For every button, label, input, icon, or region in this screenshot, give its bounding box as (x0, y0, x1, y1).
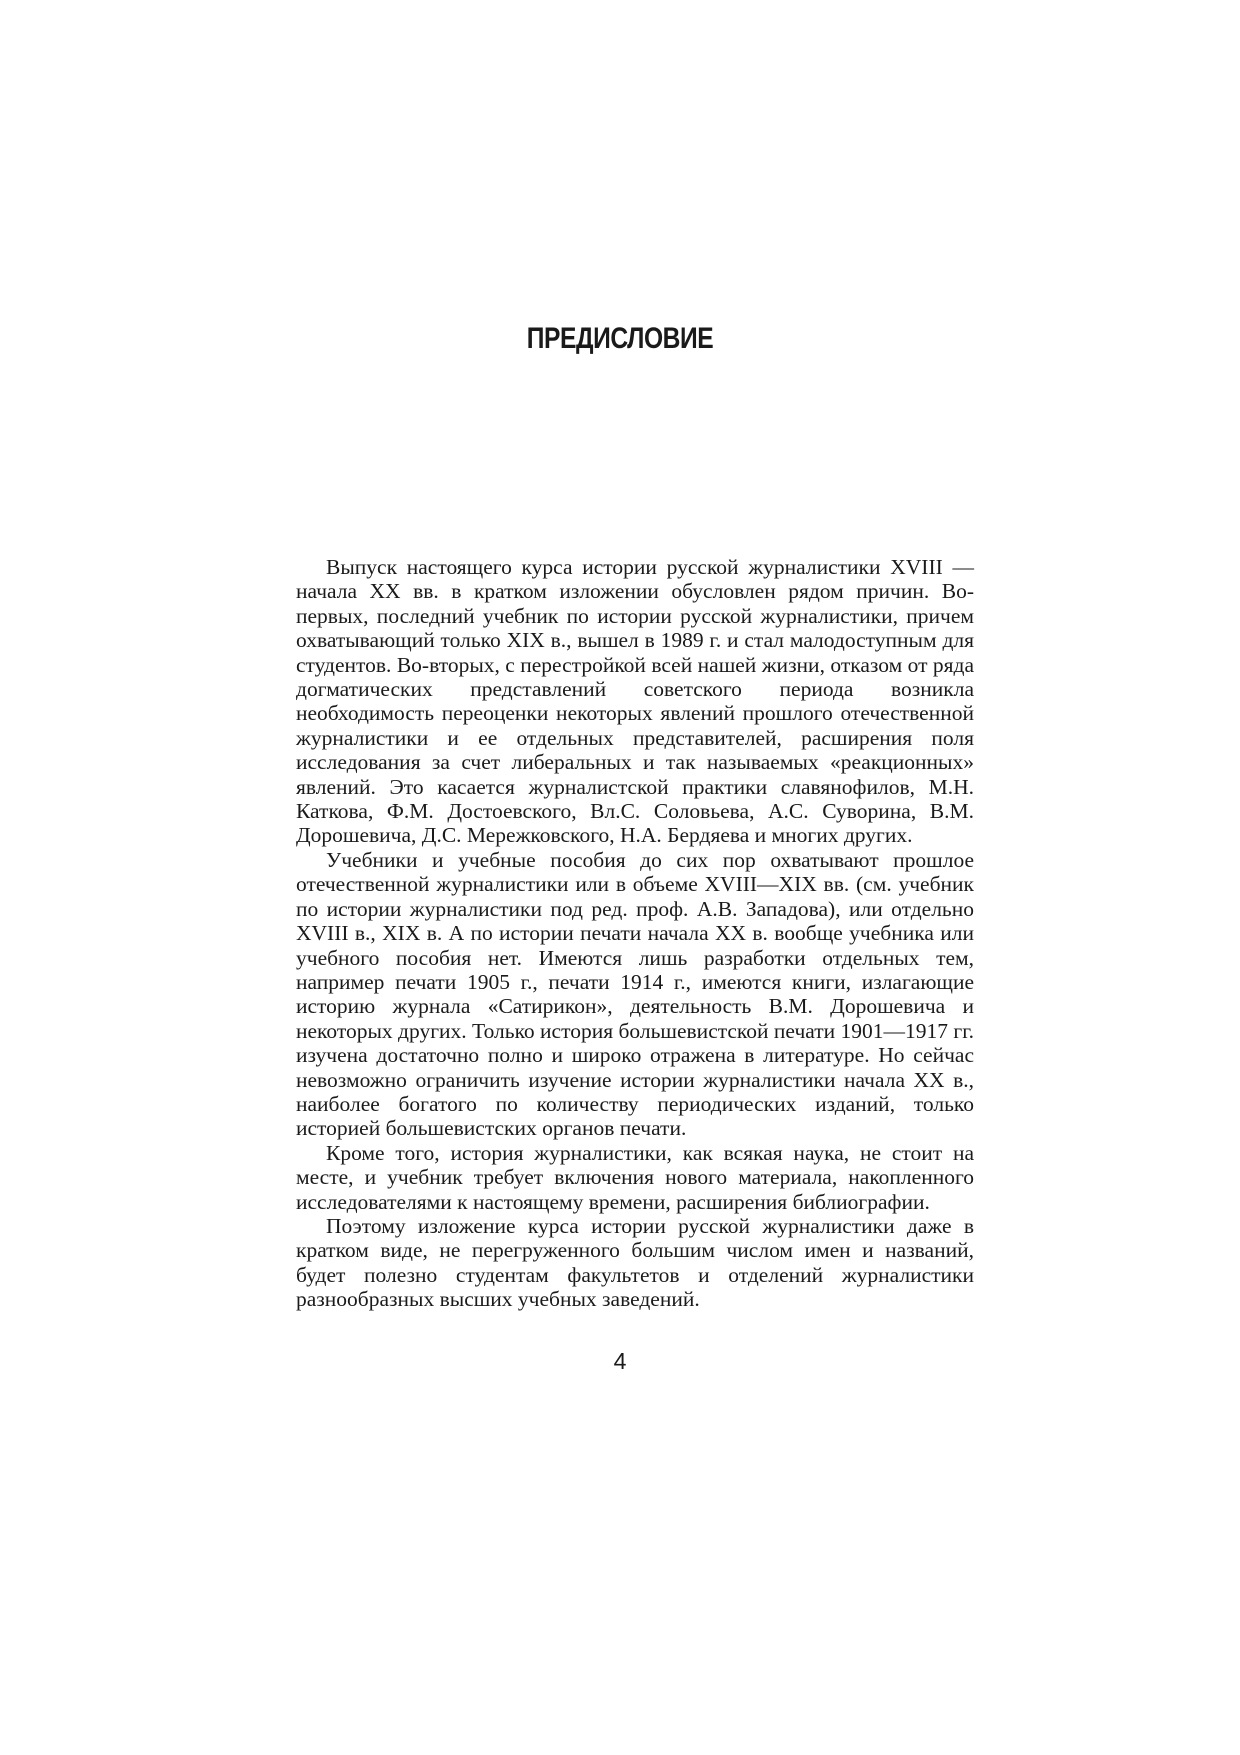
body-text (296, 555, 974, 1312)
paragraph: Поэтому изложение курса истории русской журналистики даже в кратком виде, не перегруженного большим числом имен и названий, будет полезно студентам факультетов и отделений журналистики разнообразных высших учебных заведений. (296, 1213, 974, 1312)
paragraph: Учебники и учебные пособия до сих пор охватывают прошлое отечественной журналистики или в объеме XVIII—XIX вв. (см. учебник по истории журналистики под ред. проф. А.В. Западова), или отдельно XVIII в., XIX в. А по истории печати начала XX в. вообще учебника или учебного пособия нет. Имеются лишь разработки отдельных тем, например печати 1905 г., печати 1914 г., имеются книги, излагающие историю журнала «Сатирикон», деятельность В.М. Дорошевича и некоторых других. Только история большевистской печати 1901—1917 гг. изучена достаточно полно и широко отражена в литературе. Но сейчас невозможно ограничить изучение истории журналистики начала XX в., наиболее богатого по количеству периодических изданий, только историей большевистских органов печати. (296, 847, 974, 1141)
paragraph: Кроме того, история журналистики, как всякая наука, не стоит на месте, и учебник требует включения нового материала, накопленного исследователями к настоящему времени, расширения библиографии. (296, 1140, 974, 1214)
page-number: 4 (613, 1348, 627, 1374)
paragraph: Выпуск настоящего курса истории русской журналистики XVIII — начала XX вв. в кратком изложении обусловлен рядом причин. Во-первых, последний учебник по истории русской журналистики, причем охватывающий только XIX в., вышел в 1989 г. и стал малодоступным для студентов. Во-вторых, с перестройкой всей нашей жизни, отказом от ряда догматических представлений советского периода возникла необходимость переоценки некоторых явлений прошлого отечественной журналистики и ее отдельных представителей, расширения поля исследования за счет либеральных и так называемых «реакционных» явлений. Это касается журналистской практики славянофилов, М.Н. Каткова, Ф.М. Достоевского, Вл.С. Соловьева, А.С. Суворина, В.М. Дорошевича, Д.С. Мережковского, Н.А. Бердяева и многих других. (296, 555, 974, 848)
page-title: ПРЕДИСЛОВИЕ (526, 322, 714, 355)
